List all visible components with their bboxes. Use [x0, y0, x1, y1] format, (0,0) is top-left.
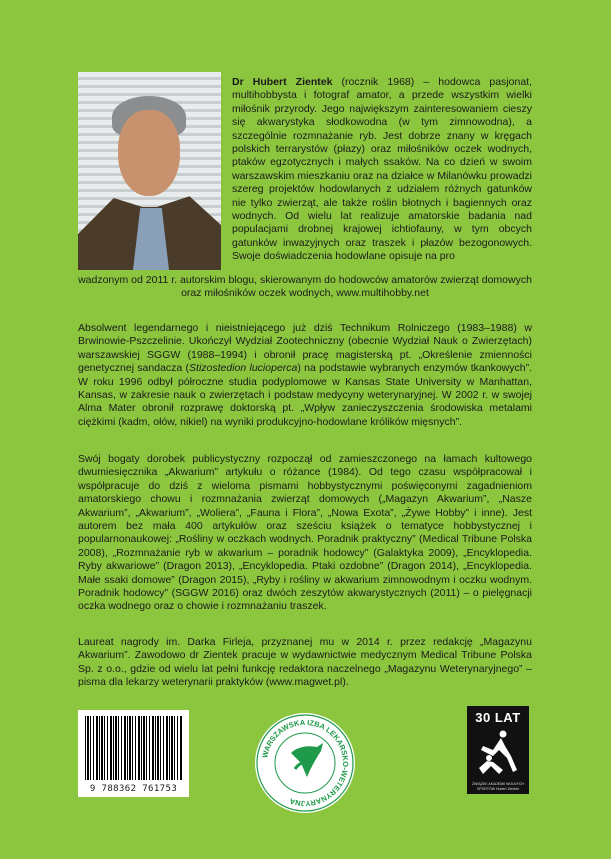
bio-paragraph-continued: wadzonym od 2011 r. autorskim blogu, skierowanym do hodowców amatorów zwierząt domowych oraz miłośników oczek wodnych, www.multihobby.net [78, 274, 532, 300]
author-photo [78, 72, 221, 270]
publications-paragraph: Swój bogaty dorobek publicystyczny rozpoczął od zamieszczonego na łamach kultowego dwumiesięcznika „Akwarium” artykułu o różance (1984). Od tego czasu współpracował i współpracuje do dziś z wieloma pismami hobbystycznymi poświęconymi zagadnieniom amatorskiego chowu i rozmnażania zwierząt domowych („Magazyn Akwarium”, „Nasze Akwarium”, „Akwarium”, „Woliera”, „Fauna i Flora”, „Nowa Exota”, „Żywe Hobby” i inne). Jest autorem bez mała 400 artykułów oraz sześciu książek o tematyce hobbystycznej i popularnonaukowej: „Rośliny w oczkach wodnych. Poradnik praktyczny” (Medical Tribune Polska 2008), „Rozmnażanie ryb w akwarium – poradnik hodowcy” (Galaktyka 2009), „Encyklopedia. Ryby akwariowe” (Dragon 2013), „Encyklopedia. Ptaki ozdobne” (Dragon 2014), „Encyklopedia. Małe ssaki domowe” (Dragon 2015), „Ryby i rośliny w akwarium zimnowodnym i oczku wodnym. Poradnik hodowcy” (SGGW 2016) oraz dwóch zeszytów akwarystycznych (2011) – o pielęgnacji oczka wodnego oraz o chowie i rozmnażaniu traszek. [78, 453, 532, 613]
isbn-barcode [78, 710, 189, 797]
chamber-seal-logo [253, 711, 357, 815]
education-paragraph: Absolwent legendarnego i nieistniejącego już dziś Technikum Rolniczego (1983–1988) w Brwinowie-Pszczelinie. Ukończył Wydział Zootechniczny (obecnie Wydział Nauk o Zwierzętach) warszawskiej SGGW (1988–1994) i obronił pracę magisterską pt. „Określenie zmienności genetycznej sandacza (Stizostedion lucioperca) na podstawie wybranych enzymów tkankowych”. W roku 1996 odbył półroczne studia podyplomowe w Kansas State University w Manhattan, Kansas, w zakresie nauk o zwierzętach i podstaw medycyny weterynaryjnej. W 2002 r. w swojej Alma Mater obronił rozprawę doktorską pt. „Wpływ zanieczyszczenia środowiska metalami ciężkimi (kadm, ołów, nikiel) na wyniki produkcyjno-hodowlane królików mięsnych”. [78, 322, 532, 428]
barcode-digits: 9 788362 761753 [89, 784, 178, 794]
badge-caption: ZWIĄZEK AKADEMII WOLNYCH SPORTÓW Hubert Zientek [472, 782, 524, 791]
badge-title: 30 LAT [475, 710, 521, 725]
award-paragraph: Laureat nagrody im. Darka Firleja, przyznanej mu w 2014 r. przez redakcję „Magazynu Akwarium”. Zawodowo dr Zientek pracuje w wydawnictwie medycznym Medical Tribune Polska Sp. z o.o., gdzie od wielu lat pełni funkcję redaktora naczelnego „Magazynu Weterynaryjnego” – pisma dla lekarzy weterynarii praktyków (www.magwet.pl). [78, 636, 532, 689]
svg-text:WARSZAWSKA IZBA LEKARSKO-WETER: WARSZAWSKA IZBA LEKARSKO-WETERYNARYJNA [260, 717, 351, 809]
barcode-bars [85, 716, 182, 780]
fighters-icon [473, 728, 523, 776]
anniversary-badge [467, 706, 529, 794]
bio-paragraph: Dr Hubert Zientek (rocznik 1968) – hodowca pasjonat, multihobbysta i fotograf amator, a przede wszystkim wielki miłośnik przyrody. Jego największym zainteresowaniem cieszy się akwarystyka słodkowodna (w tym zimnowodna), a szczególnie rozmnażanie ryb. Jest dobrze znany w kręgach polskich terrarystów (płazy) oraz miłośników oczek wodnych, ptaków egzotycznych i małych ssaków. Na co dzień w swoim warszawskim mieszkaniu oraz na działce w Milanówku prowadzi szereg projektów hodowlanych z udziałem różnych gatunków nie tylko zwierząt, ale także roślin błotnych i bagiennych oraz wodnych. Od wielu lat realizuje amatorskie badania nad populacjami drobnej krajowej ichtiofauny, w tym obcych gatunków inwazyjnych oraz traszek i płazów bezogonowych. Swoje doświadczenia hodowlane opisuje na pro [232, 76, 532, 263]
species-name: Stizostedion lucioperca [189, 362, 298, 375]
author-name: Dr Hubert Zientek [232, 76, 333, 88]
